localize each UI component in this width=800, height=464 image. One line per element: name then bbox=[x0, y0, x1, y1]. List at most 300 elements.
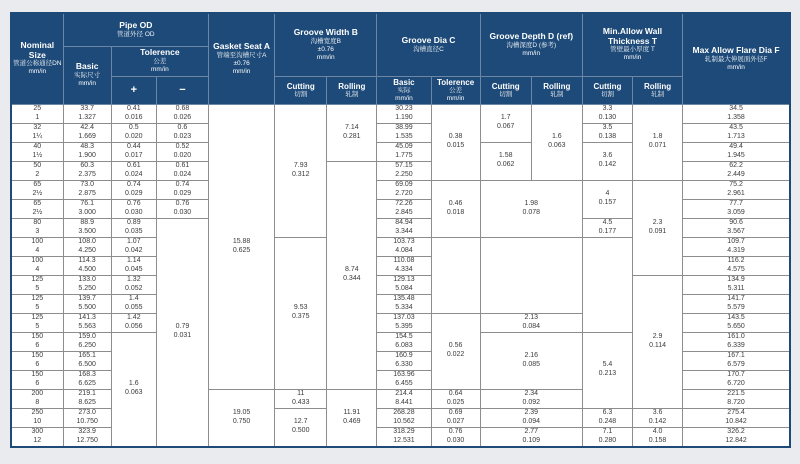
cell-value-line: 0.469 bbox=[343, 417, 361, 425]
cell-value-line: 4.334 bbox=[395, 265, 413, 273]
cell-value-line: 0.74 bbox=[126, 180, 141, 188]
cell-value-line: 5.250 bbox=[78, 284, 96, 292]
cell-thickness_rolling-r10 bbox=[633, 275, 683, 408]
cell-groove_b_rolling-r4 bbox=[327, 161, 377, 389]
cell-value-line: 0.055 bbox=[125, 303, 143, 311]
cell-value-line: 0.071 bbox=[648, 142, 667, 149]
cell-value-line: 12.531 bbox=[393, 436, 415, 444]
cell-groove_b_cutting-r17 bbox=[275, 408, 327, 447]
cell-nominal_size-r6 bbox=[11, 199, 63, 218]
cell-value-line: 159.0 bbox=[78, 332, 96, 340]
cell-value-line: 0.084 bbox=[522, 322, 541, 330]
cell-value-line: 165.1 bbox=[78, 351, 96, 359]
header-t-rolling bbox=[633, 76, 683, 104]
cell-value-line: 38.99 bbox=[395, 123, 413, 131]
cell-od_basic-r6 bbox=[63, 199, 111, 218]
header-text-zh: 管壁最小厚度 T bbox=[610, 46, 655, 54]
header-unit: mm/in bbox=[28, 68, 47, 76]
cell-value-line: 143.5 bbox=[727, 313, 745, 321]
header-text-zh: 轧制 bbox=[550, 90, 564, 98]
header-text: Rolling bbox=[338, 81, 366, 91]
cell-groove_c_basic-r6 bbox=[377, 199, 431, 218]
cell-groove_d_cutting-r8 bbox=[480, 237, 582, 313]
cell-value-line: 30.23 bbox=[395, 104, 413, 112]
cell-value-line: 4.319 bbox=[727, 246, 745, 254]
cell-value-line: 2.13 bbox=[524, 313, 539, 321]
header-text: Rolling bbox=[543, 81, 571, 91]
cell-value-line: 129.13 bbox=[393, 275, 415, 283]
cell-value-line: 32 bbox=[33, 123, 42, 131]
cell-value-line: 125 bbox=[31, 294, 44, 302]
cell-value-line: 161.0 bbox=[727, 332, 745, 340]
cell-groove_c_basic-r17 bbox=[377, 408, 431, 427]
cell-value-line: 10.750 bbox=[76, 417, 98, 425]
cell-value-line: 4.5 bbox=[602, 218, 613, 226]
header-text-zh: 管道外径 OD bbox=[117, 30, 155, 38]
cell-tol_plus-r6 bbox=[111, 199, 156, 218]
cell-value-line: 6.720 bbox=[727, 379, 745, 387]
cell-value-line: 168.3 bbox=[78, 370, 96, 378]
cell-groove_d_rolling-r1 bbox=[531, 104, 582, 180]
header-unit: mm/in bbox=[446, 94, 465, 102]
cell-value-line: 139.7 bbox=[78, 294, 96, 302]
cell-value-line: 3.5 bbox=[602, 123, 613, 131]
cell-groove_d_cutting-r1 bbox=[480, 104, 531, 142]
cell-tol_plus-r13 bbox=[111, 332, 156, 447]
cell-value-line: 0.063 bbox=[548, 142, 566, 149]
cell-value-line: 275.4 bbox=[727, 408, 745, 416]
cell-nominal_size-r4 bbox=[11, 161, 63, 180]
cell-value-line: 0.052 bbox=[125, 284, 143, 292]
table-header bbox=[11, 13, 790, 104]
cell-value-line: 3 bbox=[35, 227, 40, 235]
cell-value-line: 5.563 bbox=[78, 322, 96, 330]
cell-value-line: 7.14 bbox=[345, 123, 359, 131]
cell-value-line: 6.500 bbox=[78, 360, 96, 368]
cell-thickness_rolling-r1 bbox=[633, 104, 683, 180]
cell-value-line: 43.5 bbox=[729, 123, 743, 131]
cell-value-line: 4.084 bbox=[395, 246, 413, 254]
cell-od_basic-r16 bbox=[63, 389, 111, 408]
cell-value-line: 2.961 bbox=[727, 189, 745, 197]
header-text: Groove Depth D (ref) bbox=[489, 31, 574, 41]
cell-thickness_cutting-r3 bbox=[582, 142, 632, 180]
header-text-zh: 切割 bbox=[499, 90, 513, 98]
cell-groove_c_tol-r8 bbox=[431, 237, 480, 313]
cell-value-line: 3.059 bbox=[727, 208, 745, 216]
cell-value-line: 19.05 bbox=[232, 408, 251, 416]
cell-value-line: 0.433 bbox=[291, 398, 310, 406]
cell-value-line: 4 bbox=[605, 190, 610, 197]
cell-groove_c_tol-r17 bbox=[431, 408, 480, 427]
cell-groove_c_basic-r2 bbox=[377, 123, 431, 142]
cell-value-line: 0.89 bbox=[126, 218, 141, 226]
cell-nominal_size-r9 bbox=[11, 256, 63, 275]
cell-value-line: 1.535 bbox=[395, 132, 413, 140]
cell-value-line: 73.0 bbox=[80, 180, 94, 188]
cell-value-line: 1¼ bbox=[32, 132, 43, 140]
cell-value-line: 1.98 bbox=[524, 199, 539, 207]
cell-value-line: 15.88 bbox=[232, 237, 251, 245]
cell-groove_c_tol-r12 bbox=[431, 313, 480, 389]
header-pipe-od bbox=[63, 13, 208, 46]
header-unit: mm/in bbox=[522, 49, 541, 57]
cell-nominal_size-r11 bbox=[11, 294, 63, 313]
header-text: Min.Allow Wall Thickness T bbox=[602, 26, 663, 46]
cell-value-line: 150 bbox=[31, 332, 44, 340]
cell-value-line: 5.334 bbox=[395, 303, 413, 311]
header-text-zh: 沟槽宽度B bbox=[310, 37, 341, 45]
cell-groove_c_tol-r1 bbox=[431, 104, 480, 180]
cell-value-line: 9.53 bbox=[293, 304, 308, 311]
cell-nominal_size-r15 bbox=[11, 370, 63, 389]
cell-value-line: 0.158 bbox=[648, 436, 667, 444]
cell-od_basic-r9 bbox=[63, 256, 111, 275]
cell-value-line: 2½ bbox=[32, 189, 43, 197]
cell-value-line: 0.281 bbox=[343, 132, 361, 140]
table-row bbox=[11, 180, 790, 199]
header-c-basic bbox=[377, 76, 431, 104]
header-d-cutting bbox=[480, 76, 531, 104]
cell-value-line: 1½ bbox=[32, 151, 43, 159]
cell-value-line: 88.9 bbox=[80, 218, 94, 226]
cell-value-line: 0.018 bbox=[446, 208, 465, 216]
cell-value-line: 109.7 bbox=[727, 237, 745, 245]
cell-value-line: 300 bbox=[31, 427, 44, 435]
cell-value-line: 0.138 bbox=[598, 132, 617, 140]
header-b-cutting bbox=[275, 76, 327, 104]
cell-value-line: 3.6 bbox=[602, 152, 613, 159]
cell-value-line: 6.330 bbox=[395, 360, 413, 368]
cell-value-line: 6.250 bbox=[78, 341, 96, 349]
header-unit: mm/in bbox=[623, 54, 642, 62]
cell-value-line: 0.375 bbox=[291, 313, 310, 320]
cell-value-line: 60.3 bbox=[80, 161, 94, 169]
cell-value-line: 12.7 bbox=[293, 418, 308, 425]
cell-flare_f-r6 bbox=[683, 199, 790, 218]
cell-tol_minus-r4 bbox=[156, 161, 208, 180]
cell-value-line: 0.091 bbox=[648, 227, 667, 235]
cell-tol_plus-r10 bbox=[111, 275, 156, 294]
cell-value-line: 8.625 bbox=[78, 398, 96, 406]
cell-value-line: 0.056 bbox=[125, 322, 143, 330]
cell-value-line: 1.32 bbox=[126, 275, 141, 283]
cell-value-line: 0.76 bbox=[175, 199, 190, 207]
cell-value-line: 108.0 bbox=[78, 237, 96, 245]
cell-value-line: 0.130 bbox=[598, 113, 617, 121]
cell-groove_c_basic-r5 bbox=[377, 180, 431, 199]
cell-od_basic-r15 bbox=[63, 370, 111, 389]
cell-groove_c_tol-r18 bbox=[431, 427, 480, 447]
cell-value-line: 34.5 bbox=[729, 104, 743, 112]
cell-value-line: 268.28 bbox=[393, 408, 415, 416]
cell-value-line: 2.3 bbox=[652, 218, 663, 226]
cell-value-line: 0.067 bbox=[496, 123, 515, 130]
cell-value-line: 0.031 bbox=[173, 332, 192, 339]
cell-nominal_size-r17 bbox=[11, 408, 63, 427]
header-groove-depth-d bbox=[480, 13, 582, 76]
cell-value-line: 110.08 bbox=[393, 256, 415, 264]
cell-flare_f-r2 bbox=[683, 123, 790, 142]
cell-gasket_a-r1 bbox=[209, 104, 275, 389]
pipe-groove-spec-table bbox=[10, 12, 791, 448]
cell-value-line: 0.750 bbox=[232, 417, 251, 425]
cell-value-line: 167.1 bbox=[727, 351, 745, 359]
cell-value-line: 4.250 bbox=[78, 246, 96, 254]
cell-value-line: 0.029 bbox=[125, 189, 143, 197]
cell-value-line: 1.190 bbox=[395, 113, 413, 121]
cell-value-line: 50 bbox=[33, 161, 42, 169]
cell-od_basic-r2 bbox=[63, 123, 111, 142]
cell-value-line: 137.03 bbox=[393, 313, 415, 321]
header-unit: mm/in bbox=[78, 79, 97, 87]
cell-groove_c_basic-r3 bbox=[377, 142, 431, 161]
cell-flare_f-r11 bbox=[683, 294, 790, 313]
header-text-zh: 公差 bbox=[153, 57, 167, 65]
header-tol: ±0.76 bbox=[233, 59, 250, 67]
header-tol: ±0.76 bbox=[317, 45, 334, 53]
cell-thickness_cutting-r13 bbox=[582, 332, 632, 408]
cell-value-line: 0.312 bbox=[291, 170, 310, 178]
cell-value-line: 141.7 bbox=[727, 294, 745, 302]
cell-thickness_rolling-r17 bbox=[633, 408, 683, 427]
minus-sign: − bbox=[179, 84, 186, 96]
cell-value-line: 0.625 bbox=[232, 246, 251, 254]
cell-value-line: 4 bbox=[35, 246, 40, 254]
cell-value-line: 0.56 bbox=[448, 342, 463, 349]
header-unit: mm/in bbox=[395, 94, 413, 102]
cell-groove_d_cutting-r3 bbox=[480, 142, 531, 180]
header-text-zh: 沟槽深度D (参考) bbox=[506, 41, 557, 49]
header-text: Tolerence bbox=[140, 47, 180, 58]
cell-value-line: 40 bbox=[33, 142, 42, 150]
cell-groove_c_basic-r8 bbox=[377, 237, 431, 256]
table-row bbox=[11, 275, 790, 294]
cell-value-line: 154.5 bbox=[395, 332, 413, 340]
cell-tol_minus-r6 bbox=[156, 199, 208, 218]
header-text: Gasket Seat A bbox=[213, 41, 270, 51]
cell-value-line: 2 bbox=[35, 170, 40, 178]
cell-thickness_rolling-r18 bbox=[633, 427, 683, 447]
header-text-zh: 切割 bbox=[600, 90, 614, 98]
cell-value-line: 163.96 bbox=[393, 370, 415, 378]
cell-nominal_size-r3 bbox=[11, 142, 63, 161]
cell-tol_plus-r11 bbox=[111, 294, 156, 313]
cell-value-line: 1.713 bbox=[727, 132, 745, 140]
header-text: Pipe OD bbox=[119, 20, 153, 30]
cell-value-line: 273.0 bbox=[78, 408, 96, 416]
cell-value-line: 0.063 bbox=[125, 389, 143, 396]
cell-value-line: 135.48 bbox=[393, 294, 415, 302]
cell-value-line: 0.024 bbox=[173, 170, 192, 178]
cell-value-line: 150 bbox=[31, 370, 44, 378]
cell-flare_f-r5 bbox=[683, 180, 790, 199]
cell-flare_f-r16 bbox=[683, 389, 790, 408]
cell-value-line: 0.029 bbox=[173, 189, 192, 197]
cell-value-line: 1.945 bbox=[727, 151, 745, 159]
cell-value-line: 6.339 bbox=[727, 341, 745, 349]
cell-value-line: 0.015 bbox=[446, 142, 465, 149]
header-unit: mm/in bbox=[232, 67, 251, 75]
cell-value-line: 12.750 bbox=[76, 436, 98, 444]
cell-value-line: 0.38 bbox=[448, 133, 463, 140]
cell-thickness_cutting-r1 bbox=[582, 104, 632, 123]
cell-value-line: 0.024 bbox=[125, 170, 143, 178]
cell-value-line: 1.58 bbox=[498, 152, 513, 159]
cell-value-line: 0.026 bbox=[173, 113, 192, 121]
cell-tol_minus-r5 bbox=[156, 180, 208, 199]
header-unit: mm/in bbox=[727, 63, 745, 71]
cell-value-line: 2.875 bbox=[78, 189, 96, 197]
cell-value-line: 1.8 bbox=[652, 133, 663, 140]
cell-groove_b_cutting-r16 bbox=[275, 389, 327, 408]
cell-value-line: 1.7 bbox=[500, 114, 511, 121]
cell-value-line: 6.083 bbox=[395, 341, 413, 349]
table-body bbox=[11, 104, 790, 447]
cell-value-line: 5.311 bbox=[727, 284, 745, 292]
cell-tol_plus-r5 bbox=[111, 180, 156, 199]
cell-flare_f-r17 bbox=[683, 408, 790, 427]
cell-value-line: 7.1 bbox=[602, 427, 613, 435]
cell-value-line: 323.9 bbox=[78, 427, 96, 435]
cell-value-line: 69.09 bbox=[395, 180, 413, 188]
cell-value-line: 0.114 bbox=[649, 341, 667, 349]
cell-groove_c_basic-r7 bbox=[377, 218, 431, 237]
cell-value-line: 0.092 bbox=[522, 398, 541, 406]
cell-value-line: 0.500 bbox=[291, 427, 310, 434]
cell-value-line: 2.720 bbox=[395, 189, 413, 197]
cell-thickness_cutting-r8 bbox=[582, 237, 632, 332]
cell-groove_c_basic-r18 bbox=[377, 427, 431, 447]
cell-groove_b_cutting-r1 bbox=[275, 104, 327, 237]
cell-flare_f-r4 bbox=[683, 161, 790, 180]
cell-groove_b_cutting-r8 bbox=[275, 237, 327, 389]
cell-od_basic-r14 bbox=[63, 351, 111, 370]
cell-value-line: 250 bbox=[31, 408, 44, 416]
cell-value-line: 1.6 bbox=[551, 133, 562, 140]
cell-value-line: 0.61 bbox=[126, 161, 141, 169]
cell-value-line: 6.579 bbox=[727, 360, 745, 368]
cell-flare_f-r8 bbox=[683, 237, 790, 256]
cell-value-line: 1.42 bbox=[126, 313, 141, 321]
cell-od_basic-r3 bbox=[63, 142, 111, 161]
cell-value-line: 125 bbox=[31, 313, 44, 321]
cell-value-line: 57.15 bbox=[395, 161, 413, 169]
cell-thickness_cutting-r17 bbox=[582, 408, 632, 427]
cell-groove_c_basic-r12 bbox=[377, 313, 431, 332]
header-text-zh: 公差 bbox=[449, 86, 463, 94]
cell-value-line: 141.3 bbox=[78, 313, 96, 321]
cell-value-line: 5.500 bbox=[78, 303, 96, 311]
cell-tol_plus-r12 bbox=[111, 313, 156, 332]
cell-value-line: 8.74 bbox=[345, 266, 359, 273]
header-t-cutting bbox=[582, 76, 632, 104]
cell-value-line: 77.7 bbox=[729, 199, 743, 207]
cell-nominal_size-r1 bbox=[11, 104, 63, 123]
cell-value-line: 5 bbox=[35, 322, 40, 330]
cell-value-line: 0.045 bbox=[125, 265, 143, 273]
cell-tol_plus-r2 bbox=[111, 123, 156, 142]
cell-value-line: 0.017 bbox=[125, 151, 143, 159]
cell-groove_b_rolling-r16 bbox=[327, 389, 377, 447]
cell-value-line: 0.109 bbox=[522, 436, 541, 444]
cell-value-line: 3.3 bbox=[602, 104, 613, 112]
cell-nominal_size-r14 bbox=[11, 351, 63, 370]
cell-nominal_size-r12 bbox=[11, 313, 63, 332]
cell-groove_d_cutting-r16 bbox=[480, 389, 582, 408]
header-max-flare-dia-f bbox=[683, 13, 790, 104]
cell-value-line: 72.26 bbox=[395, 199, 413, 207]
cell-tol_plus-r7 bbox=[111, 218, 156, 237]
cell-value-line: 1.4 bbox=[128, 294, 139, 302]
cell-value-line: 80 bbox=[33, 218, 42, 226]
cell-groove_c_tol-r5 bbox=[431, 180, 480, 237]
cell-value-line: 0.52 bbox=[175, 142, 190, 150]
cell-value-line: 6 bbox=[35, 341, 40, 349]
cell-groove_c_basic-r11 bbox=[377, 294, 431, 313]
cell-groove_c_basic-r9 bbox=[377, 256, 431, 275]
cell-groove_c_basic-r13 bbox=[377, 332, 431, 351]
cell-value-line: 0.44 bbox=[126, 142, 141, 150]
cell-value-line: 100 bbox=[31, 237, 44, 245]
cell-nominal_size-r5 bbox=[11, 180, 63, 199]
cell-flare_f-r3 bbox=[683, 142, 790, 161]
cell-od_basic-r18 bbox=[63, 427, 111, 447]
cell-value-line: 1.327 bbox=[78, 113, 96, 121]
cell-value-line: 0.6 bbox=[177, 123, 188, 131]
cell-value-line: 0.035 bbox=[125, 227, 143, 235]
cell-od_basic-r11 bbox=[63, 294, 111, 313]
cell-thickness_cutting-r18 bbox=[582, 427, 632, 447]
header-text-zh: 轧制 bbox=[345, 90, 359, 98]
cell-value-line: 90.6 bbox=[729, 218, 743, 226]
cell-groove_d_cutting-r12 bbox=[480, 313, 582, 332]
cell-value-line: 6.455 bbox=[395, 379, 413, 387]
cell-value-line: 4 bbox=[35, 265, 40, 273]
cell-value-line: 6 bbox=[35, 360, 40, 368]
cell-value-line: 1.14 bbox=[126, 256, 141, 264]
cell-value-line: 0.078 bbox=[522, 208, 541, 216]
cell-groove_c_basic-r4 bbox=[377, 161, 431, 180]
cell-flare_f-r1 bbox=[683, 104, 790, 123]
cell-od_basic-r7 bbox=[63, 218, 111, 237]
cell-value-line: 0.79 bbox=[175, 323, 190, 330]
cell-flare_f-r9 bbox=[683, 256, 790, 275]
cell-od_basic-r1 bbox=[63, 104, 111, 123]
cell-flare_f-r7 bbox=[683, 218, 790, 237]
cell-groove_c_tol-r16 bbox=[431, 389, 480, 408]
header-text: Rolling bbox=[644, 81, 672, 91]
cell-value-line: 3.344 bbox=[395, 227, 413, 235]
cell-value-line: 0.027 bbox=[446, 417, 465, 425]
header-d-rolling bbox=[531, 76, 582, 104]
cell-groove_d_cutting-r13 bbox=[480, 332, 582, 389]
cell-value-line: 2.39 bbox=[524, 408, 539, 416]
cell-value-line: 103.73 bbox=[393, 237, 415, 245]
header-unit: mm/in bbox=[316, 53, 335, 61]
cell-value-line: 1.358 bbox=[727, 113, 745, 121]
cell-value-line: 0.142 bbox=[648, 417, 667, 425]
header-text: Groove Width B bbox=[293, 27, 358, 37]
cell-flare_f-r10 bbox=[683, 275, 790, 294]
cell-flare_f-r18 bbox=[683, 427, 790, 447]
cell-value-line: 0.344 bbox=[343, 275, 361, 282]
cell-od_basic-r4 bbox=[63, 161, 111, 180]
cell-value-line: 8.441 bbox=[395, 398, 413, 406]
cell-value-line: 0.76 bbox=[448, 427, 463, 435]
cell-value-line: 150 bbox=[31, 351, 44, 359]
cell-groove_d_cutting-r5 bbox=[480, 180, 582, 237]
